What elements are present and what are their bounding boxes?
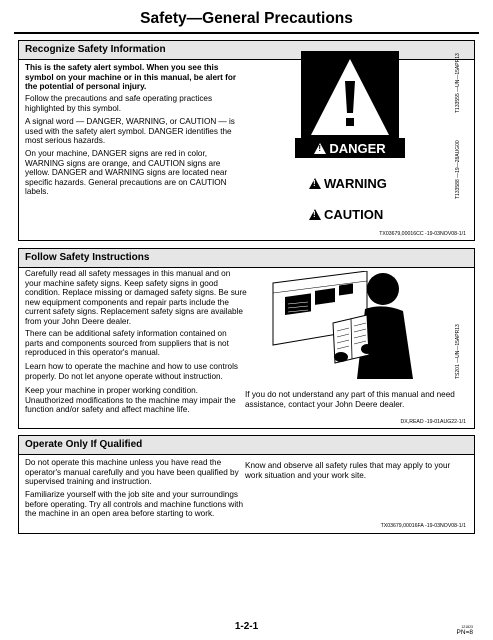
person-reading-manual-illustration xyxy=(271,271,436,381)
alert-triangle-icon xyxy=(309,209,321,220)
paragraph: There can be additional safety information contained on parts and components sourced from suppliers that is not reproduced in this operator's manual. xyxy=(25,329,229,358)
page-number: 1-2-1 xyxy=(234,621,259,632)
image-code: T133588 —19—28AUG00 xyxy=(455,140,461,199)
pn-label: PN=8 xyxy=(456,629,473,636)
paragraph: If you do not understand any part of this manual and need assistance, contact your John Deere dealer. xyxy=(245,390,455,409)
danger-label: DANGER xyxy=(329,140,386,156)
pn-small-code: 121823 xyxy=(461,625,473,629)
paragraph: Familiarize yourself with the job site and your surroundings before operating. Try all controls and machine functions with the machine in an open area before starting to work. xyxy=(25,490,243,519)
image-code: T133555 —UN—15APR13 xyxy=(455,53,461,113)
alert-triangle-icon xyxy=(314,143,326,154)
paragraph: Carefully read all safety messages in this manual and on your machine safety signs. Keep safety signs in good condition. Replace missing or damaged safety signs. Be sure new equipment components and repair parts include the current safety signs. Replacement safety signs are available from your John Deere dealer. xyxy=(25,269,247,326)
section-recognize-safety xyxy=(18,40,475,241)
title-rule xyxy=(14,32,479,34)
section-heading: Follow Safety Instructions xyxy=(25,252,150,263)
section-heading: Recognize Safety Information xyxy=(25,44,166,55)
footer-code: TX03679,00016CC -19-03NOV08-1/1 xyxy=(379,231,466,237)
paragraph: Know and observe all safety rules that may apply to your work situation and your work site. xyxy=(245,461,451,480)
paragraph: A signal word — DANGER, WARNING, or CAUTION — is used with the safety alert symbol. DANGER identifies the most serious hazards. xyxy=(25,117,235,146)
paragraph: On your machine, DANGER signs are red in color, WARNING signs are orange, and CAUTION signs are yellow. DANGER and WARNING signs are located near specific hazards. General precautions are on CAUTION labels. xyxy=(25,149,228,197)
alert-triangle-icon xyxy=(309,178,321,189)
section-heading: Operate Only If Qualified xyxy=(25,439,143,450)
section-header xyxy=(19,436,474,455)
paragraph: This is the safety alert symbol. When you see this symbol on your machine or in this manual, be alert for the potential of personal injury. xyxy=(25,63,237,92)
warning-sign xyxy=(309,176,387,191)
section-follow-safety xyxy=(18,248,475,429)
section-header xyxy=(19,249,474,268)
page-title: Safety—General Precautions xyxy=(140,10,353,27)
section-header xyxy=(19,41,474,60)
paragraph: Keep your machine in proper working condition. Unauthorized modifications to the machine may impair the function and/or safety and affect machine life. xyxy=(25,386,236,415)
paragraph: Follow the precautions and safe operating practices highlighted by this symbol. xyxy=(25,94,213,113)
warning-label: WARNING xyxy=(324,176,387,191)
pn-marker xyxy=(457,625,473,636)
danger-sign xyxy=(295,138,405,158)
paragraph: Learn how to operate the machine and how to use controls properly. Do not let anyone operate without instruction. xyxy=(25,362,239,381)
footer-code: TX03679,00016FA -19-03NOV08-1/1 xyxy=(380,523,466,529)
caution-label: CAUTION xyxy=(324,207,384,222)
section-operate-qualified xyxy=(18,435,475,534)
safety-alert-symbol-icon xyxy=(301,51,399,147)
image-code: TS201 —UN—15APR13 xyxy=(455,324,461,379)
footer-code: DX,READ -19-01AUG22-1/1 xyxy=(400,419,466,425)
caution-sign xyxy=(309,207,383,222)
paragraph: Do not operate this machine unless you have read the operator's manual carefully and you have been qualified by supervised training and instruction. xyxy=(25,458,239,487)
